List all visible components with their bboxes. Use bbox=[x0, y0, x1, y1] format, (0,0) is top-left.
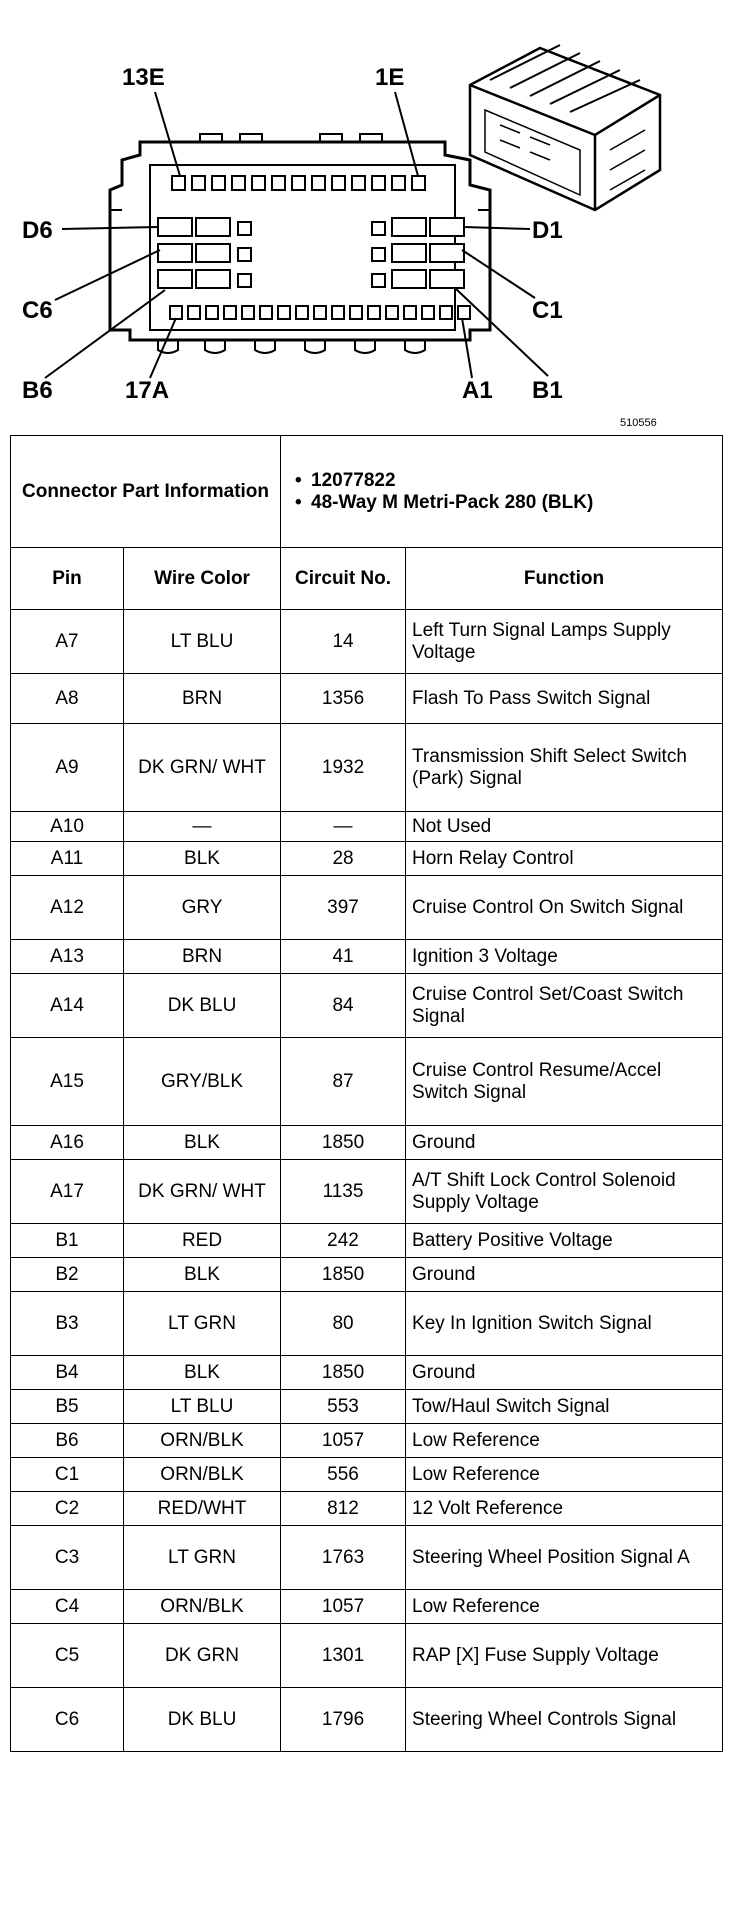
circuit-cell: 28 bbox=[281, 842, 406, 876]
circuit-cell: 14 bbox=[281, 610, 406, 674]
label-17a: 17A bbox=[125, 377, 170, 404]
wire-color-cell: LT BLU bbox=[124, 1390, 281, 1424]
pin-cell: A7 bbox=[11, 610, 124, 674]
circuit-cell: 1850 bbox=[281, 1356, 406, 1390]
function-cell: Flash To Pass Switch Signal bbox=[406, 674, 723, 724]
function-cell: Ground bbox=[406, 1356, 723, 1390]
table-row bbox=[11, 1458, 723, 1492]
wire-color-cell: BLK bbox=[124, 1258, 281, 1292]
pin-cell: C1 bbox=[11, 1458, 124, 1492]
table-row bbox=[11, 1356, 723, 1390]
wire-color-cell: RED/WHT bbox=[124, 1492, 281, 1526]
wire-color-cell: DK GRN bbox=[124, 1624, 281, 1688]
figure-number: 510556 bbox=[620, 417, 657, 429]
wire-color-cell: GRY bbox=[124, 876, 281, 940]
wire-color-cell: LT BLU bbox=[124, 610, 281, 674]
label-d6: D6 bbox=[22, 217, 53, 244]
function-cell: Battery Positive Voltage bbox=[406, 1224, 723, 1258]
bottom-feet bbox=[158, 340, 425, 353]
wire-color-cell: BRN bbox=[124, 940, 281, 974]
table-row bbox=[11, 1038, 723, 1126]
function-cell: A/T Shift Lock Control Solenoid Supply Voltage bbox=[406, 1160, 723, 1224]
label-13e: 13E bbox=[122, 64, 165, 91]
circuit-cell: 80 bbox=[281, 1292, 406, 1356]
wire-color-cell: GRY/BLK bbox=[124, 1038, 281, 1126]
label-b6: B6 bbox=[22, 377, 53, 404]
function-cell: 12 Volt Reference bbox=[406, 1492, 723, 1526]
wire-color-cell: DK GRN/ WHT bbox=[124, 1160, 281, 1224]
pin-cell: A11 bbox=[11, 842, 124, 876]
wire-color-cell: ORN/BLK bbox=[124, 1590, 281, 1624]
connector-info-header: Connector Part Information bbox=[11, 436, 281, 548]
function-cell: Key In Ignition Switch Signal bbox=[406, 1292, 723, 1356]
label-1e: 1E bbox=[375, 64, 405, 91]
wire-color-cell: LT GRN bbox=[124, 1292, 281, 1356]
table-row bbox=[11, 1624, 723, 1688]
pin-cell: A15 bbox=[11, 1038, 124, 1126]
function-cell: Ground bbox=[406, 1126, 723, 1160]
header-circuit-no: Circuit No. bbox=[281, 548, 406, 610]
pin-cell: B5 bbox=[11, 1390, 124, 1424]
pin-cell: C4 bbox=[11, 1590, 124, 1624]
label-a1: A1 bbox=[462, 377, 493, 404]
circuit-cell: 812 bbox=[281, 1492, 406, 1526]
circuit-cell: 1057 bbox=[281, 1424, 406, 1458]
table-row bbox=[11, 1390, 723, 1424]
table-row bbox=[11, 674, 723, 724]
function-cell: Low Reference bbox=[406, 1590, 723, 1624]
circuit-cell: 87 bbox=[281, 1038, 406, 1126]
info-connector-type: • 48-Way M Metri-Pack 280 (BLK) bbox=[295, 492, 716, 514]
pin-cell: A12 bbox=[11, 876, 124, 940]
function-cell: Steering Wheel Controls Signal bbox=[406, 1688, 723, 1752]
table-row bbox=[11, 1160, 723, 1224]
pin-cell: C5 bbox=[11, 1624, 124, 1688]
label-d1: D1 bbox=[532, 217, 563, 244]
circuit-cell: — bbox=[281, 812, 406, 842]
table-row bbox=[11, 1292, 723, 1356]
pin-cell: A14 bbox=[11, 974, 124, 1038]
pin-cell: B6 bbox=[11, 1424, 124, 1458]
pin-cell: B2 bbox=[11, 1258, 124, 1292]
function-cell: Left Turn Signal Lamps Supply Voltage bbox=[406, 610, 723, 674]
wire-color-cell: — bbox=[124, 812, 281, 842]
pin-cell: C3 bbox=[11, 1526, 124, 1590]
pin-cell: A10 bbox=[11, 812, 124, 842]
wire-color-cell: ORN/BLK bbox=[124, 1424, 281, 1458]
wire-color-cell: BLK bbox=[124, 1356, 281, 1390]
pin-cell: A13 bbox=[11, 940, 124, 974]
function-cell: Cruise Control Resume/Accel Switch Signal bbox=[406, 1038, 723, 1126]
circuit-cell: 1850 bbox=[281, 1126, 406, 1160]
circuit-cell: 41 bbox=[281, 940, 406, 974]
circuit-cell: 1796 bbox=[281, 1688, 406, 1752]
table-body bbox=[11, 610, 723, 1752]
pin-cell: A9 bbox=[11, 724, 124, 812]
table-row bbox=[11, 1590, 723, 1624]
function-cell: Low Reference bbox=[406, 1424, 723, 1458]
table-row bbox=[11, 876, 723, 940]
label-c1: C1 bbox=[532, 297, 563, 324]
connector-diagram bbox=[0, 0, 736, 420]
function-cell: Horn Relay Control bbox=[406, 842, 723, 876]
table-row bbox=[11, 974, 723, 1038]
circuit-cell: 1932 bbox=[281, 724, 406, 812]
table-row bbox=[11, 1492, 723, 1526]
label-c6: C6 bbox=[22, 297, 53, 324]
function-cell: Transmission Shift Select Switch (Park) Signal bbox=[406, 724, 723, 812]
function-cell: Cruise Control On Switch Signal bbox=[406, 876, 723, 940]
wire-color-cell: LT GRN bbox=[124, 1526, 281, 1590]
info-part-number: • 12077822 bbox=[295, 470, 716, 492]
circuit-cell: 1850 bbox=[281, 1258, 406, 1292]
header-wire-color: Wire Color bbox=[124, 548, 281, 610]
wire-color-cell: DK BLU bbox=[124, 1688, 281, 1752]
header-function: Function bbox=[406, 548, 723, 610]
circuit-cell: 1135 bbox=[281, 1160, 406, 1224]
label-b1: B1 bbox=[532, 377, 563, 404]
circuit-cell: 1356 bbox=[281, 674, 406, 724]
table-row bbox=[11, 940, 723, 974]
pin-cell: C6 bbox=[11, 1688, 124, 1752]
table-row bbox=[11, 610, 723, 674]
pin-cell: B3 bbox=[11, 1292, 124, 1356]
pin-cell: A17 bbox=[11, 1160, 124, 1224]
function-cell: Cruise Control Set/Coast Switch Signal bbox=[406, 974, 723, 1038]
header-pin: Pin bbox=[11, 548, 124, 610]
wire-color-cell: BLK bbox=[124, 1126, 281, 1160]
function-cell: Steering Wheel Position Signal A bbox=[406, 1526, 723, 1590]
pin-cell: B1 bbox=[11, 1224, 124, 1258]
table-row bbox=[11, 1224, 723, 1258]
table-row bbox=[11, 1258, 723, 1292]
circuit-cell: 556 bbox=[281, 1458, 406, 1492]
circuit-cell: 1763 bbox=[281, 1526, 406, 1590]
leader-lines bbox=[45, 92, 548, 378]
table-row bbox=[11, 1126, 723, 1160]
table-row bbox=[11, 724, 723, 812]
wire-color-cell: RED bbox=[124, 1224, 281, 1258]
function-cell: Ground bbox=[406, 1258, 723, 1292]
function-cell: Tow/Haul Switch Signal bbox=[406, 1390, 723, 1424]
function-cell: Low Reference bbox=[406, 1458, 723, 1492]
wire-color-cell: DK GRN/ WHT bbox=[124, 724, 281, 812]
pin-cell: A16 bbox=[11, 1126, 124, 1160]
pin-cell: A8 bbox=[11, 674, 124, 724]
table-row bbox=[11, 842, 723, 876]
pin-cell: B4 bbox=[11, 1356, 124, 1390]
table-row bbox=[11, 1424, 723, 1458]
circuit-cell: 1057 bbox=[281, 1590, 406, 1624]
circuit-cell: 242 bbox=[281, 1224, 406, 1258]
connector-table bbox=[10, 435, 723, 1752]
table-row bbox=[11, 1526, 723, 1590]
pin-cell: C2 bbox=[11, 1492, 124, 1526]
table-row bbox=[11, 1688, 723, 1752]
table-row bbox=[11, 812, 723, 842]
wire-color-cell: DK BLU bbox=[124, 974, 281, 1038]
circuit-cell: 553 bbox=[281, 1390, 406, 1424]
pin-cavities bbox=[158, 176, 470, 319]
function-cell: Ignition 3 Voltage bbox=[406, 940, 723, 974]
wire-color-cell: BRN bbox=[124, 674, 281, 724]
connector-3d-view bbox=[470, 45, 660, 210]
connector-info-cell bbox=[281, 436, 723, 548]
function-cell: RAP [X] Fuse Supply Voltage bbox=[406, 1624, 723, 1688]
wire-color-cell: ORN/BLK bbox=[124, 1458, 281, 1492]
circuit-cell: 1301 bbox=[281, 1624, 406, 1688]
circuit-cell: 84 bbox=[281, 974, 406, 1038]
circuit-cell: 397 bbox=[281, 876, 406, 940]
wire-color-cell: BLK bbox=[124, 842, 281, 876]
function-cell: Not Used bbox=[406, 812, 723, 842]
